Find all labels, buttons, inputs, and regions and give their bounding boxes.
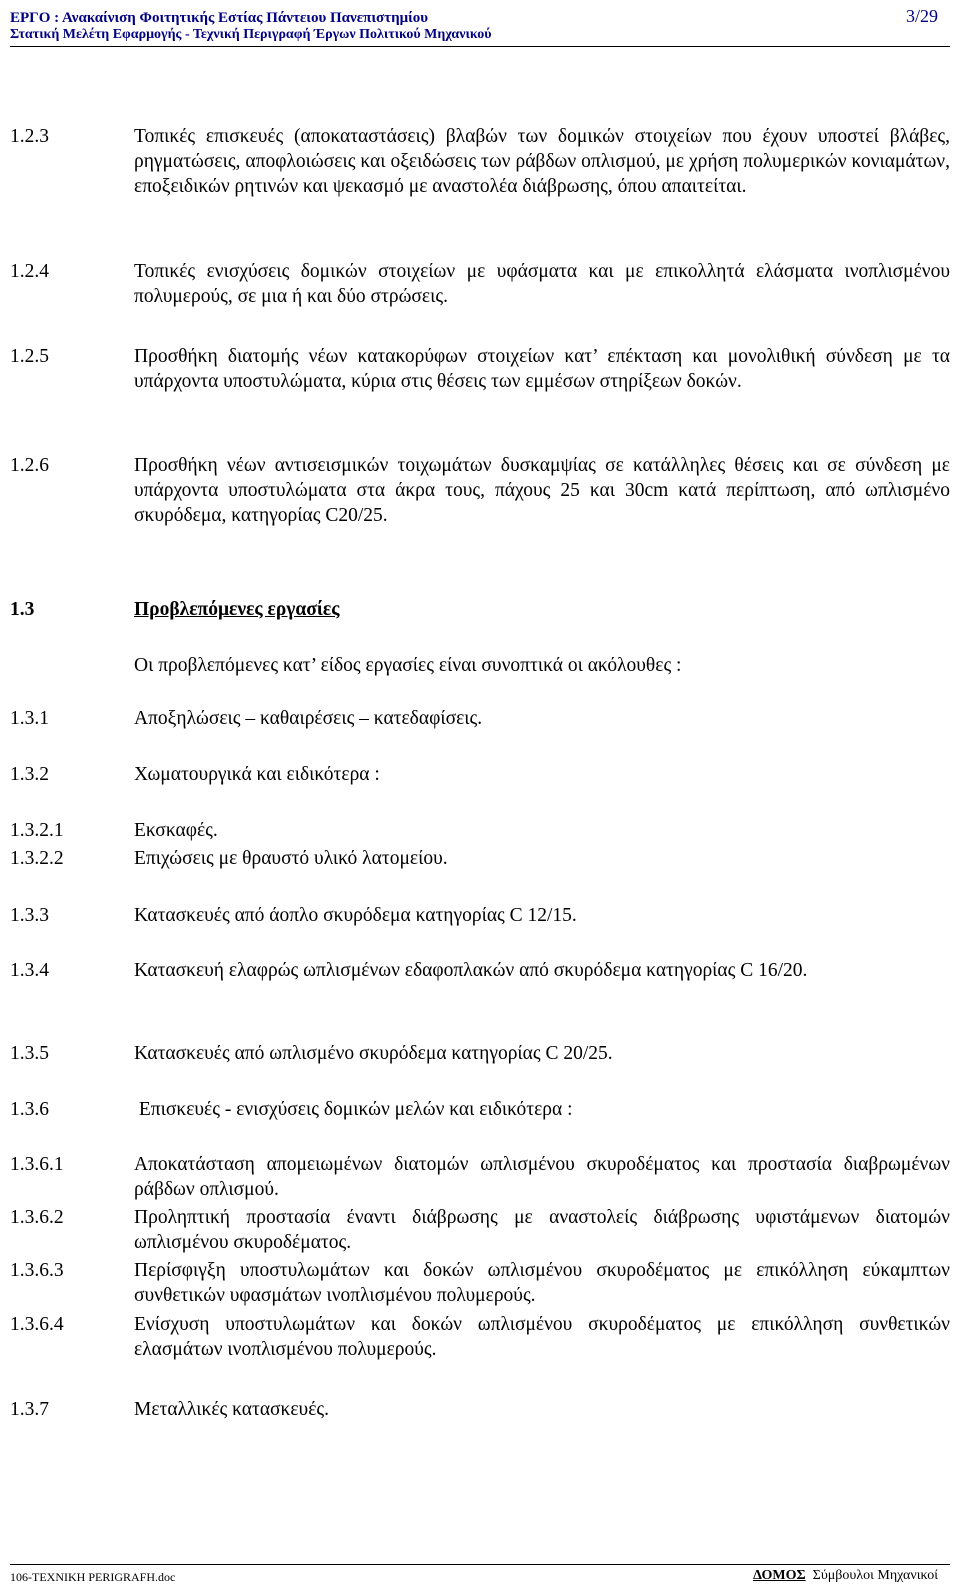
list-item [10, 1041, 950, 1066]
item-number: 1.3.2.1 [10, 820, 64, 841]
company-name: ΔΟΜΟΣ [753, 1568, 806, 1583]
list-item [10, 1397, 950, 1422]
item-text: Κατασκευή ελαφρώς ωπλισμένων εδαφοπλακών από σκυρόδεμα κατηγορίας C 16/20. [134, 960, 808, 981]
list-item [10, 1152, 950, 1202]
document-subtitle: Στατική Μελέτη Εφαρμογής - Τεχνική Περιγραφή Έργων Πολιτικού Μηχανικού [10, 27, 492, 42]
list-item [10, 1312, 950, 1362]
section-heading [10, 597, 950, 622]
item-text: Επιχώσεις με θραυστό υλικό λατομείου. [134, 848, 448, 869]
item-number: 1.2.4 [10, 261, 49, 282]
item-text: Περίσφιγξη υποστυλωμάτων και δοκών ωπλισμένου σκυροδέματος με επικόλληση εύκαμπτων συνθετικών υφασμάτων ινοπλισμένου πολυμερούς. [134, 1260, 950, 1306]
file-name: 106-ΤΕΧΝΙΚΗ PERIGRAFH.doc [10, 1570, 176, 1584]
list-item [10, 453, 950, 528]
item-number: 1.3.5 [10, 1043, 49, 1064]
list-item [10, 259, 950, 309]
item-number: 1.3.1 [10, 708, 49, 729]
item-number: 1.3.6.3 [10, 1260, 64, 1281]
list-item [10, 124, 950, 199]
footer-divider [10, 1564, 950, 1565]
item-text: Προσθήκη νέων αντισεισμικών τοιχωμάτων δυσκαμψίας σε κατάλληλες θέσεις και σε σύνδεση με υπάρχοντα υποστυλώματα στα άκρα τους, πάχους 25 και 30cm κατά περίπτωση, από ωπλισμένο σκυρόδεμα, κατηγορίας C20/25. [134, 455, 950, 526]
item-number: 1.3.4 [10, 960, 49, 981]
item-number: 1.3.3 [10, 905, 49, 926]
item-text: Κατασκευές από ωπλισμένο σκυρόδεμα κατηγορίας C 20/25. [134, 1043, 613, 1064]
project-title: ΕΡΓΟ : Ανακαίνιση Φοιτητικής Εστίας Πάντειου Πανεπιστημίου [10, 10, 429, 26]
intro-text: Οι προβλεπόμενες κατ’ είδος εργασίες είναι συνοπτικά οι ακόλουθες : [134, 655, 682, 676]
section-number: 1.3 [10, 599, 35, 620]
list-item [10, 1097, 950, 1122]
list-item [10, 1205, 950, 1255]
item-number: 1.3.2 [10, 764, 49, 785]
item-number: 1.3.6 [10, 1099, 49, 1120]
page-number: 3/29 [905, 6, 938, 26]
list-item [10, 846, 950, 871]
item-text: Κατασκευές από άοπλο σκυρόδεμα κατηγορίας C 12/15. [134, 905, 577, 926]
company-signature [753, 1568, 938, 1584]
item-number: 1.2.6 [10, 455, 49, 476]
list-item [10, 818, 950, 843]
list-item [10, 1258, 950, 1308]
item-number: 1.3.6.1 [10, 1154, 64, 1175]
item-text: Επισκευές - ενισχύσεις δομικών μελών και ειδικότερα : [134, 1099, 573, 1120]
item-number: 1.3.2.2 [10, 848, 64, 869]
item-text: Προσθήκη διατομής νέων κατακορύφων στοιχείων κατ’ επέκταση και μονολιθική σύνδεση με τα υπάρχοντα υποστυλώματα, κύρια στις θέσεις των εμμέσων στηρίξεων δοκών. [134, 346, 950, 392]
item-text: Αποκατάσταση απομειωμένων διατομών ωπλισμένου σκυροδέματος και προστασία διαβρωμένων ράβδων οπλισμού. [134, 1154, 950, 1200]
item-text: Τοπικές επισκευές (αποκαταστάσεις) βλαβών των δομικών στοιχείων που έχουν υποστεί βλάβες, ρηγματώσεις, αποφλοιώσεις και οξειδώσεις των ράβδων οπλισμού, με χρήση πολυμερικών κονιαμάτων, εποξειδικών ρητινών και ψεκασμό με αναστολέα διάβρωσης, όπου απαιτείται. [134, 126, 950, 197]
section-title: Προβλεπόμενες εργασίες [134, 599, 340, 620]
item-number: 1.3.6.4 [10, 1314, 64, 1335]
item-text: Ενίσχυση υποστυλωμάτων και δοκών ωπλισμένου σκυροδέματος με επικόλληση συνθετικών ελασμάτων ινοπλισμένου πολυμερούς. [134, 1314, 950, 1360]
list-item [10, 958, 950, 983]
item-number: 1.2.3 [10, 126, 49, 147]
item-text: Αποξηλώσεις – καθαιρέσεις – κατεδαφίσεις. [134, 708, 483, 729]
list-item [10, 903, 950, 928]
item-number: 1.3.6.2 [10, 1207, 64, 1228]
item-number: 1.3.7 [10, 1399, 49, 1420]
item-text: Τοπικές ενισχύσεις δομικών στοιχείων με υφάσματα και με επικολλητά ελάσματα ινοπλισμένου πολυμερούς, σε μια ή και δύο στρώσεις. [134, 261, 950, 307]
intro-paragraph [10, 653, 950, 678]
item-text: Εκσκαφές. [134, 820, 218, 841]
header-divider [10, 46, 950, 47]
list-item [10, 762, 950, 787]
item-text: Προληπτική προστασία έναντι διάβρωσης με αναστολείς διάβρωσης υφιστάμενων διατομών ωπλισμένου σκυροδέματος. [134, 1207, 950, 1253]
company-description: Σύμβουλοι Μηχανικοί [812, 1568, 938, 1583]
list-item [10, 706, 950, 731]
item-number: 1.2.5 [10, 346, 49, 367]
item-text: Μεταλλικές κατασκευές. [134, 1399, 329, 1420]
page-header [10, 6, 950, 43]
item-text: Χωματουργικά και ειδικότερα : [134, 764, 380, 785]
list-item [10, 344, 950, 394]
